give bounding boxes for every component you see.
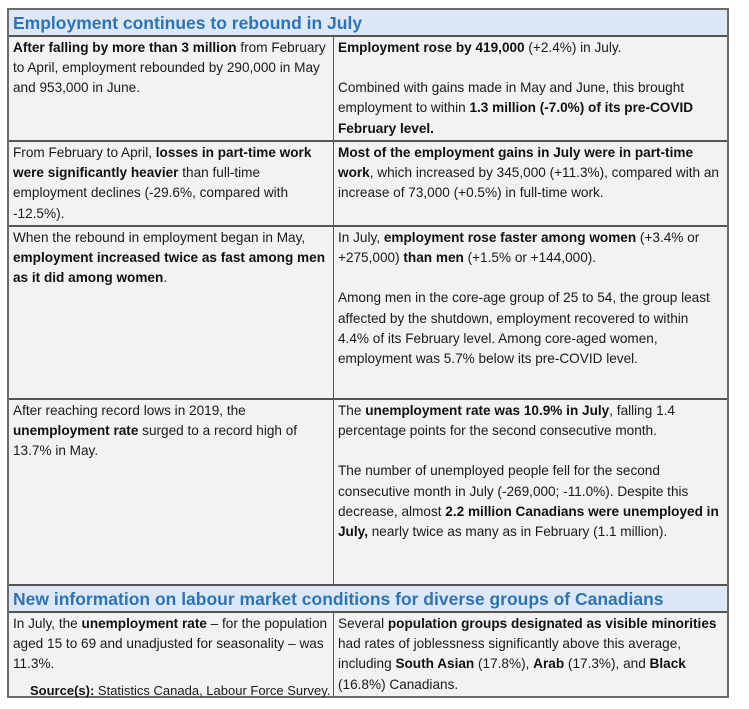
text-run: (+3.4% or +275,000): [338, 230, 700, 266]
row-left-cell: [9, 142, 334, 225]
row-right-cell: [334, 142, 727, 225]
text-run: Several: [338, 616, 388, 631]
bold-text: Most of the employment gains in July were in part-time work: [338, 145, 694, 181]
text-run: had rates of joblessness significantly above this average, including: [338, 636, 682, 672]
bold-text: employment rose faster among women: [383, 230, 637, 245]
text-run: (+1.5% or +144,000).: [463, 250, 597, 266]
text-run: surged to a record high of 13.7% in May.: [13, 423, 298, 459]
bold-text: 2.2 million Canadians were unemployed in July,: [338, 503, 719, 540]
row-left-cell: [9, 400, 334, 584]
source-note: [30, 682, 330, 700]
text-run: (17.8%),: [474, 656, 534, 672]
text-run: – for the population aged 15 to 69 and unadjusted for seasonality – was 11.3%.: [13, 616, 328, 672]
cell-paragraph: [338, 78, 723, 139]
bold-text: Arab: [533, 656, 565, 672]
cell-paragraph: [338, 143, 723, 204]
bold-text: Employment rose by 419,000: [338, 40, 525, 55]
cell-paragraph: [338, 288, 723, 369]
bold-text: unemployment rate: [13, 423, 139, 439]
bold-text: 1.3 million (-7.0%) of its pre-COVID February level.: [338, 100, 694, 136]
employment-summary-table: [7, 8, 729, 698]
text-run: When the rebound in employment began in May,: [13, 230, 306, 245]
bold-text: unemployment rate: [81, 616, 207, 631]
text-run: .: [163, 270, 168, 286]
text-run: , which increased by 345,000 (+11.3%), compared with an increase of 73,000 (+0.5%) in full-time work.: [338, 165, 719, 201]
table-row: [9, 142, 727, 227]
bold-text: South Asian: [395, 656, 475, 672]
text-run: The: [338, 403, 366, 418]
bold-text: After falling by more than 3 million: [13, 40, 237, 55]
text-run: After reaching record lows in 2019, the: [13, 403, 246, 418]
row-right-cell: [334, 613, 727, 696]
text-run: In July,: [338, 230, 384, 245]
text-run: From February to April,: [13, 145, 156, 160]
bold-text: losses in part-time work were significantly heavier: [13, 145, 312, 181]
text-run: (17.3%), and: [564, 656, 650, 672]
bold-text: than men: [403, 250, 464, 266]
cell-paragraph: [338, 401, 723, 441]
cell-paragraph: [338, 228, 723, 268]
row-right-cell: [334, 400, 727, 584]
source-label: Source(s):: [30, 683, 95, 698]
source-text: Statistics Canada, Labour Force Survey.: [94, 683, 331, 698]
cell-paragraph: [338, 461, 723, 542]
bold-text: population groups designated as visible minorities: [387, 616, 717, 631]
cell-paragraph: [338, 614, 723, 695]
text-run: nearly twice as many as in February (1.1 million).: [367, 524, 668, 540]
text-run: In July, the: [13, 616, 82, 631]
text-run: Combined with gains made in May and June, this brought employment to within: [338, 80, 685, 116]
bold-text: employment increased twice as fast among men as it did among women: [13, 250, 326, 286]
text-run: from February to April, employment rebounded by 290,000 in May and 953,000 in June.: [13, 40, 326, 96]
text-run: (+2.4%) in July.: [524, 40, 622, 55]
text-run: than full-time employment declines (-29.6%, compared with -12.5%).: [13, 165, 289, 221]
text-run: The number of unemployed people fell for the second consecutive month in July (-269,000; -11.0%). Despite this decrease, almost: [338, 463, 689, 519]
cell-text: [13, 614, 329, 675]
row-right-cell: [334, 227, 727, 398]
section-header-employment: Employment continues to rebound in July: [9, 10, 727, 37]
text-run: (16.8%) Canadians.: [338, 676, 459, 692]
cell-text: [13, 228, 329, 289]
cell-text: [13, 401, 329, 462]
table-row: [9, 227, 727, 400]
table-row: [9, 37, 727, 142]
row-left-cell: [9, 227, 334, 398]
row-right-cell: [334, 37, 727, 140]
cell-paragraph: [338, 38, 723, 58]
row-left-cell: [9, 37, 334, 140]
cell-text: [13, 38, 329, 99]
table-row: [9, 400, 727, 586]
bold-text: Black: [649, 656, 686, 672]
text-run: Among men in the core-age group of 25 to 54, the group least affected by the shutdown, employment recovered to within 4.4% of its February level. Among core-aged women, employment was 5.7% below its pre-COVID level.: [338, 290, 710, 367]
section-header-diverse-groups: New information on labour market conditions for diverse groups of Canadians: [9, 586, 727, 613]
bold-text: unemployment rate was 10.9% in July: [365, 403, 610, 418]
cell-text: [13, 143, 329, 224]
text-run: , falling 1.4 percentage points for the second consecutive month.: [338, 403, 675, 439]
